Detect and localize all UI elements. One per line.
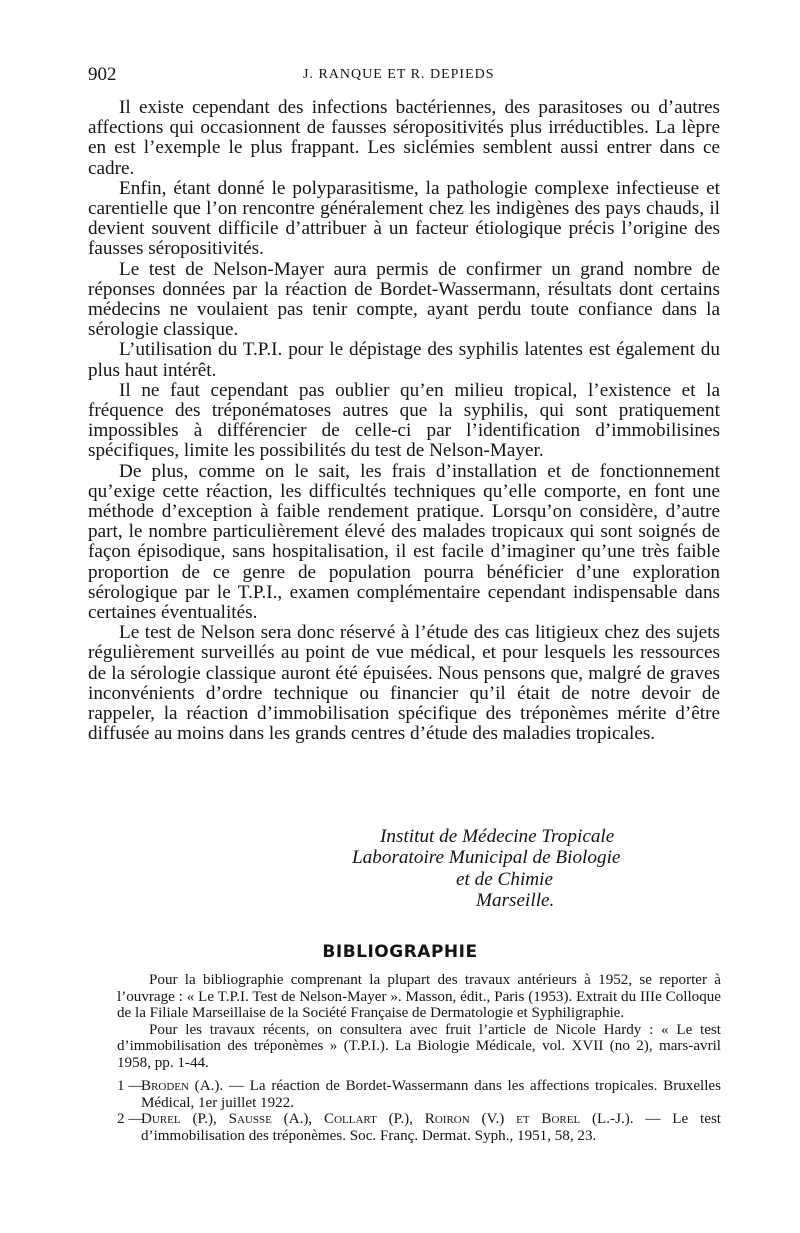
reference-authors: Broden (A.). xyxy=(141,1078,224,1094)
body-paragraph: L’utilisation du T.P.I. pour le dépistage des syphilis latentes est également du plus haut intérêt. xyxy=(88,339,720,381)
reference-item xyxy=(117,1111,721,1144)
reference-number: 2 — xyxy=(117,1111,144,1127)
affiliation-line: Laboratoire Municipal de Biologie xyxy=(352,847,621,869)
body-paragraph: Le test de Nelson sera donc réservé à l’étude des cas litigieux chez des sujets régulièrement surveillés au point de vue médical, et pour lesquels les ressources de la sérologie classique auront été épuisées. Nous pensons que, malgré de graves inconvénients d’ordre technique ou financier qu’il était de notre devoir de rappeler, la réaction d’immobilisation spécifique des tréponèmes mérite d’être diffusée au moins dans les grands centres d’étude des maladies tropicales. xyxy=(88,622,720,745)
affiliation-line: et de Chimie xyxy=(456,868,553,890)
reference-list xyxy=(117,1078,721,1144)
bibliography-intro: Pour les travaux récents, on consultera avec fruit l’article de Nicole Hardy : « Le test d’immobilisation des tréponèmes » (T.P.I.). La Biologie Médicale, vol. XVII (no 2), mars-avril 1958, pp. 1-44. xyxy=(117,1021,721,1071)
page-number: 902 xyxy=(88,64,117,85)
reference-text xyxy=(117,1111,721,1144)
reference-item xyxy=(117,1078,721,1111)
bibliography-intro: Pour la bibliographie comprenant la plupart des travaux antérieurs à 1952, se reporter à l’ouvrage : « Le T.P.I. Test de Nelson-Mayer ». Masson, édit., Paris (1953). Extrait du IIIe Colloque de la Filiale Marseillaise de la Société Française de Dermatologie et Syphiligraphie. xyxy=(117,972,721,1021)
reference-text xyxy=(117,1078,721,1111)
reference-authors: Durel (P.), Sausse (A.), Collart (P.), Roiron (V.) et Borel (L.-J.). xyxy=(141,1111,634,1127)
affiliation-line: Marseille. xyxy=(476,890,555,912)
reference-details: — La réaction de Bordet-Wassermann dans les affections tropicales. Bruxelles Médical, 1er juillet 1922. xyxy=(141,1078,721,1111)
bibliography-heading: BIBLIOGRAPHIE xyxy=(322,942,478,962)
reference-number: 1 — xyxy=(117,1078,144,1094)
body-paragraph: Le test de Nelson-Mayer aura permis de confirmer un grand nombre de réponses données par la réaction de Bordet-Wassermann, résultats dont certains médecins ne voulaient pas tenir compte, ayant perdu toute confiance dans la sérologie classique. xyxy=(88,258,720,341)
affiliation-line: Institut de Médecine Tropicale xyxy=(380,826,615,847)
author-affiliation xyxy=(352,826,620,912)
body-paragraph: Enfin, étant donné le polyparasitisme, la pathologie complexe infectieuse et carentielle que l’on rencontre généralement chez les indigènes des pays chauds, il devient souvent difficile d’attribuer à un facteur étiologique précis l’origine des fausses séropositivités. xyxy=(88,177,720,260)
body-paragraph: Il existe cependant des infections bactériennes, des parasitoses ou d’autres affections qui occasionnent de fausses séropositivités plus irréductibles. La lèpre en est l’exemple le plus frappant. Les siclémies semblent aussi entrer dans ce cadre. xyxy=(88,97,720,179)
body-paragraph: Il ne faut cependant pas oublier qu’en milieu tropical, l’existence et la fréquence des tréponématoses autres que la syphilis, qui sont pratiquement impossibles à différencier de celle-ci par l’identification d’immobilisines spécifiques, limite les possibilités du test de Nelson-Mayer. xyxy=(88,379,720,462)
article-body xyxy=(88,98,720,745)
page-header xyxy=(88,64,718,88)
running-head: J. RANQUE ET R. DEPIEDS xyxy=(303,67,495,82)
body-paragraph: De plus, comme on le sait, les frais d’installation et de fonctionnement qu’exige cette réaction, les difficultés techniques qu’elle comporte, en font une méthode d’exception à faible rendement pratique. Lorsqu’on considère, d’autre part, le nombre particulièrement élevé des malades tropicaux qui sont soignés de façon épisodique, sans hospitalisation, il est facile d’imaginer qu’une très faible proportion de ce genre de population pourra bénéficier d’une exploration sérologique par le T.P.I., examen complémentaire cependant indispensable dans certaines éventualités. xyxy=(88,460,720,624)
bibliography xyxy=(117,972,721,1144)
reference-details: — Le test d’immobilisation des tréponèmes. Soc. Franç. Dermat. Syph., 1951, 58, 23. xyxy=(141,1111,722,1144)
